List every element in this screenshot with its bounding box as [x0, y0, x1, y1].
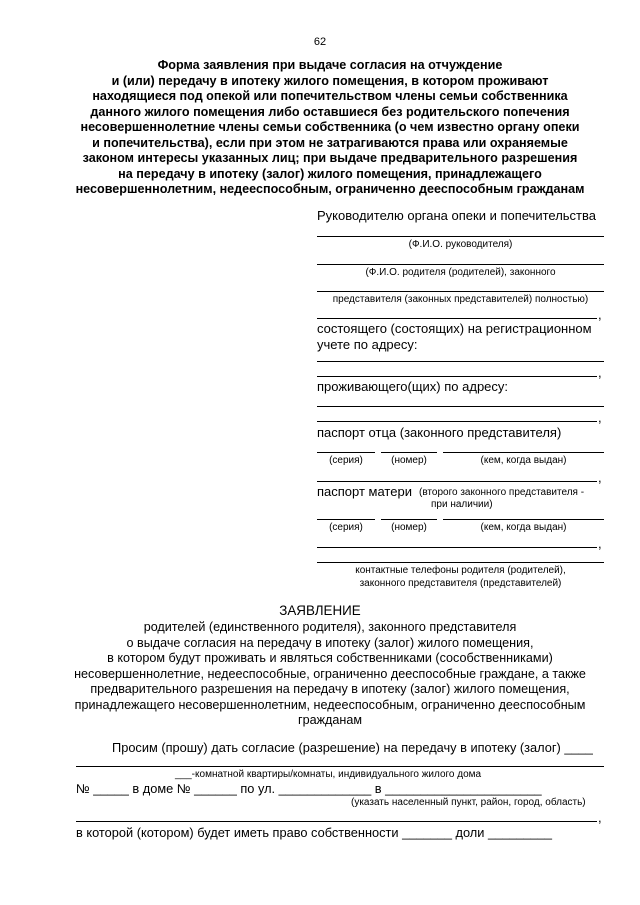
- subtitle-line: родителей (единственного родителя), законного представителя: [143, 620, 517, 634]
- number-caption: (номер): [391, 455, 427, 466]
- head-name-line[interactable]: [317, 236, 604, 237]
- title-line: и попечительства), если при этом не затрагиваются права или охраняемые: [92, 135, 568, 150]
- phones-line[interactable]: [317, 562, 604, 563]
- comma: ,: [598, 470, 602, 485]
- comma: ,: [598, 365, 602, 380]
- subtitle-line: принадлежащего несовершеннолетним, недееспособным, ограниченно дееспособным: [74, 697, 586, 712]
- ownership-line[interactable]: в которой (котором) будет иметь право собственности _______ доли _________: [76, 825, 553, 840]
- subtitle-line: о выдаче согласия на передачу в ипотеку (залог) жилого помещения,: [126, 635, 534, 650]
- living-address-line-2[interactable]: [317, 421, 597, 422]
- title-line: находящиеся под опекой или попечительством члены семьи собственника: [92, 89, 568, 103]
- father-passport-line-2[interactable]: [317, 481, 597, 482]
- locality-caption: (указать населенный пункт, район, город, область): [351, 797, 586, 808]
- subtitle-line: предварительного разрешения на передачу в ипотеку (залог) жилого помещения,: [90, 682, 570, 696]
- mother-passport-note: (второго законного представителя -: [419, 487, 585, 498]
- series-caption: (серия): [329, 455, 363, 466]
- comma: ,: [598, 810, 602, 825]
- form-title: [60, 58, 600, 198]
- living-label: проживающего(щих) по адресу:: [317, 379, 509, 394]
- title-line: несовершеннолетние члены семьи собственника (о чем известно органу опеки: [80, 120, 580, 134]
- head-name-caption: (Ф.И.О. руководителя): [408, 239, 513, 250]
- registered-label-2: учете по адресу:: [317, 337, 418, 352]
- number-caption: (номер): [391, 522, 427, 533]
- registered-address-line[interactable]: [317, 361, 604, 362]
- issued-caption: (кем, когда выдан): [480, 455, 567, 466]
- mother-series-line[interactable]: [317, 519, 375, 520]
- page-number: 62: [313, 36, 327, 48]
- mother-issued-line[interactable]: [443, 519, 604, 520]
- title-line: Форма заявления при выдаче согласия на отчуждение: [157, 58, 503, 72]
- title-line: данного жилого помещения либо оставшиеся без родительского попечения: [90, 104, 570, 119]
- subtitle-line: несовершеннолетние, недееспособные, ограниченно дееспособные граждане, а также: [74, 666, 586, 681]
- father-issued-line[interactable]: [443, 452, 604, 453]
- comma: ,: [598, 307, 602, 322]
- comma: ,: [598, 410, 602, 425]
- registered-label: состоящего (состоящих) на регистрационном: [317, 321, 592, 336]
- phones-caption-2: законного представителя (представителей): [359, 578, 562, 589]
- application-heading: ЗАЯВЛЕНИЕ: [279, 603, 361, 618]
- title-line: на передачу в ипотеку (залог) жилого помещения, принадлежащего: [118, 166, 542, 181]
- request-line[interactable]: Просим (прошу) дать согласие (разрешение) на передачу в ипотеку (залог) ____: [112, 740, 593, 755]
- parent-name-caption-2: представителя (законных представителей) полностью): [332, 294, 589, 305]
- subtitle-line: в котором будут проживать и являться собственниками (сособственниками): [107, 651, 553, 665]
- title-line: и (или) передачу в ипотеку жилого помещения, в котором проживают: [111, 73, 549, 88]
- mother-passport-note-2: при наличии): [431, 499, 493, 510]
- address-line-2[interactable]: [76, 821, 597, 822]
- apartment-caption: ___-комнатной квартиры/комнаты, индивидуального жилого дома: [175, 769, 482, 780]
- parent-name-line-3[interactable]: [317, 318, 597, 319]
- comma: ,: [598, 536, 602, 551]
- addressee: Руководителю органа опеки и попечительства: [317, 208, 596, 223]
- parent-name-caption: (Ф.И.О. родителя (родителей), законного: [365, 267, 556, 278]
- father-number-line[interactable]: [381, 452, 437, 453]
- parent-name-line-2[interactable]: [317, 291, 604, 292]
- living-address-line[interactable]: [317, 406, 604, 407]
- address-line[interactable]: № _____ в доме № ______ по ул. _____________ в ______________________: [76, 781, 542, 796]
- mother-number-line[interactable]: [381, 519, 437, 520]
- property-line[interactable]: [76, 766, 604, 767]
- registered-address-line-2[interactable]: [317, 376, 597, 377]
- title-line: несовершеннолетним, недееспособным, ограниченно дееспособным гражданам: [75, 182, 585, 196]
- mother-passport-line-2[interactable]: [317, 547, 597, 548]
- father-series-line[interactable]: [317, 452, 375, 453]
- father-passport-label: паспорт отца (законного представителя): [317, 425, 562, 440]
- subtitle-line: гражданам: [298, 713, 362, 727]
- mother-passport-label: паспорт матери: [317, 484, 412, 499]
- parent-name-line[interactable]: [317, 264, 604, 265]
- phones-caption: контактные телефоны родителя (родителей),: [355, 565, 566, 576]
- series-caption: (серия): [329, 522, 363, 533]
- application-subtitle: [60, 620, 600, 729]
- issued-caption: (кем, когда выдан): [480, 522, 567, 533]
- title-line: законом интересы указанных лиц; при выдаче предварительного разрешения: [82, 151, 578, 165]
